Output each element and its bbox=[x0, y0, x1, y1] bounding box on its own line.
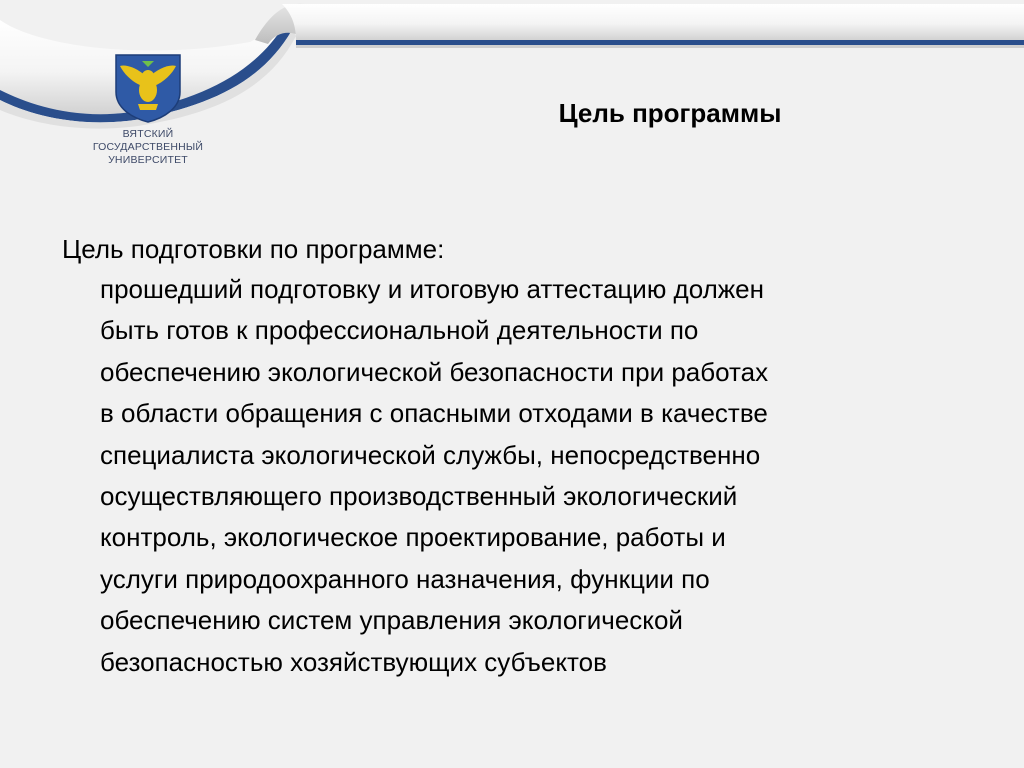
body-line: безопасностью хозяйствующих субъектов bbox=[100, 646, 607, 677]
body-paragraph bbox=[100, 269, 1000, 683]
body-line: услуги природоохранного назначения, функции по bbox=[100, 563, 710, 594]
body-line: контроль, экологическое проектирование, работы и bbox=[100, 522, 726, 553]
body-line: осуществляющего производственный экологический bbox=[100, 481, 738, 512]
body-line: обеспечению систем управления экологической bbox=[100, 605, 683, 636]
university-coat-of-arms-icon bbox=[112, 52, 184, 124]
body-line: быть готов к профессиональной деятельности по bbox=[100, 315, 699, 346]
body-line: в области обращения с опасными отходами в качестве bbox=[100, 398, 768, 429]
university-name-line: ГОСУДАРСТВЕННЫЙ bbox=[92, 141, 204, 153]
university-name bbox=[60, 128, 236, 167]
university-name-line: ВЯТСКИЙ bbox=[122, 128, 174, 140]
body-line: специалиста экологической службы, непосредственно bbox=[100, 439, 761, 470]
body-line: прошедший подготовку и итоговую аттестацию должен bbox=[100, 274, 764, 304]
lead-text: Цель подготовки по программе: bbox=[62, 234, 445, 264]
body-line: обеспечению экологической безопасности при работах bbox=[100, 356, 769, 387]
university-name-line: УНИВЕРСИТЕТ bbox=[108, 154, 188, 166]
slide-title: Цель программы bbox=[558, 98, 782, 128]
